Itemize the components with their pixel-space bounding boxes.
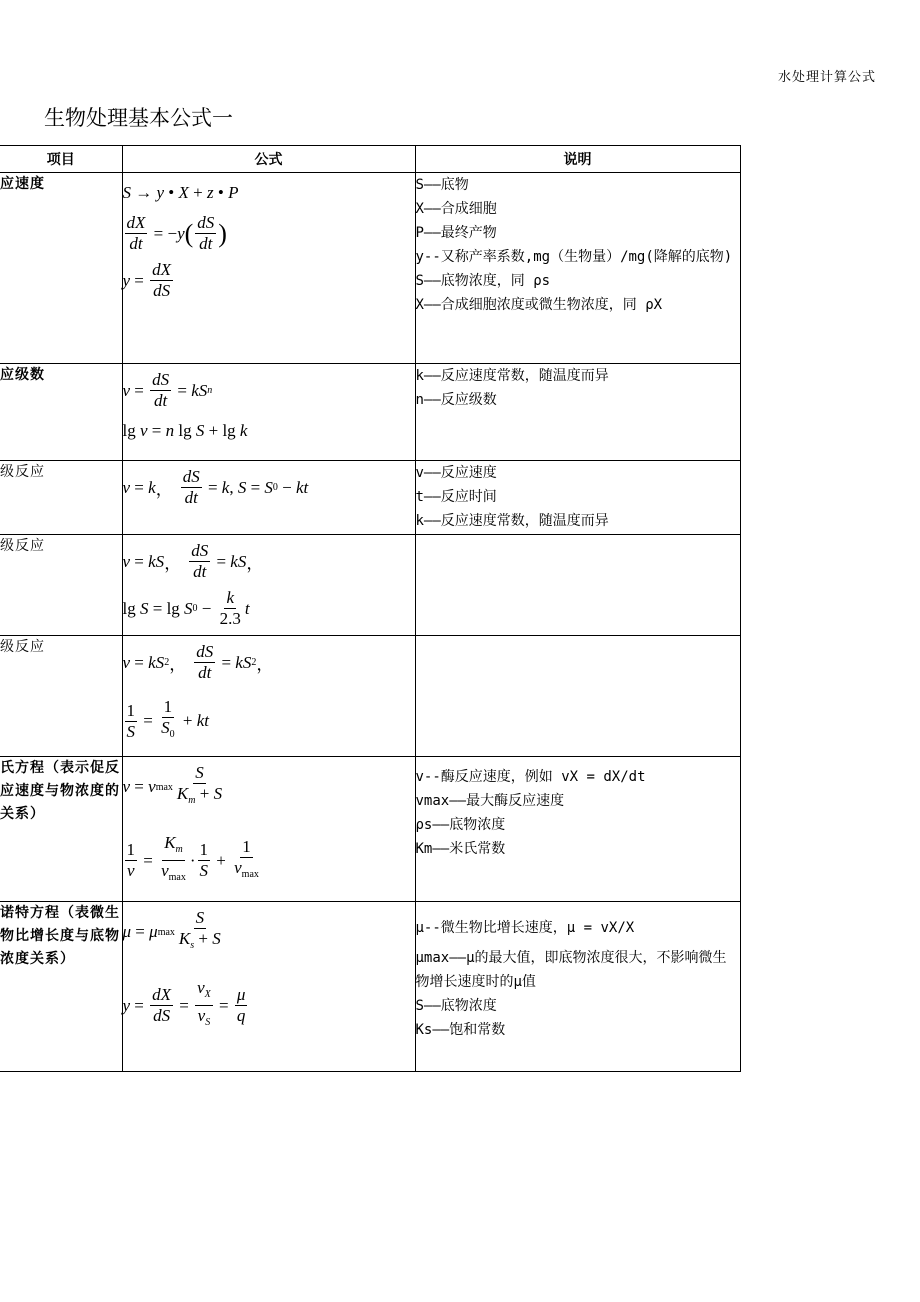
description-line: y--又称产率系数,mg（生物量）/mg(降解的底物) [415,249,733,265]
formula-line: lg S = lg S 0 − $\frac{k}{2.3}$ t [122,588,250,628]
description-line: S——底物 [415,177,469,193]
item-cell: 应速度 [0,173,122,364]
formula-cell [122,461,415,535]
description-cell [415,364,740,461]
description-line: P——最终产物 [415,225,497,241]
description-line: ρs——底物浓度 [415,817,506,833]
item-cell: 级反应 [0,535,122,636]
formula-line: $\frac{1}{v}$ = $\frac{K_m}{v_{max}}$ · $\frac{1}{S}$ + $\frac{1}{v_{max}}$ [126,833,259,883]
description-cell [415,461,740,535]
item-cell: 级反应 [0,636,122,757]
description-line: X——合成细胞 [415,201,497,217]
formula-line: y = $\frac{dX}{dS}$ = $\frac{v_X}{v_S}$ = $\frac{\mu}{q}$ [122,978,246,1028]
formula-line: v = $\frac{dS}{dt}$ = kS n [122,370,213,410]
formula-line: lg v = n lg S + lg k [122,421,248,440]
item-cell: 氏方程（表示促反应速度与物浓度的关系） [0,757,122,902]
formula-line: v = kS ， $\frac{dS}{dt}$ = kS ， [122,541,264,581]
description-cell [415,757,740,902]
description-line: μmax——μ的最大值，即底物浓度很大，不影响微生物增长速度时的μ值 [415,950,727,990]
formula-cell [122,636,415,757]
document-title: 生物处理基本公式一 [44,106,233,130]
table-row [0,364,740,461]
formula-cell [122,173,415,364]
description-cell [415,636,740,757]
description-line: Ks——饱和常数 [415,1022,506,1038]
table-row [0,461,740,535]
description-line: v--酶反应速度，例如 vX = dX/dt [415,769,646,785]
description-line: μ--微生物比增长速度，μ = vX/X [415,920,635,936]
header-formula: 公式 [122,146,415,173]
table-row [0,535,740,636]
description-line: S——底物浓度 [415,998,497,1014]
table-row [0,902,740,1072]
description-line: Km——米氏常数 [415,841,506,857]
formula-line: $\frac{1}{S}$ = $\frac{1}{S_0}$ + kt [126,697,209,741]
item-cell: 诺特方程（表微生物比增长度与底物浓度关系） [0,902,122,1072]
item-cell: 应级数 [0,364,122,461]
description-line: k——反应速度常数，随温度而异 [415,368,609,384]
formula-cell [122,757,415,902]
formula-line: μ = μ max $\frac{S}{K_s + S}$ [122,908,221,951]
table-row [0,636,740,757]
description-cell [415,535,740,636]
header-item: 项目 [0,146,122,173]
formula-table [0,145,741,1072]
description-line: vmax——最大酶反应速度 [415,793,565,809]
description-line: n——反应级数 [415,392,497,408]
header-description: 说明 [415,146,740,173]
formula-line: v = kS 2 ， $\frac{dS}{dt}$ = kS 2 ， [122,642,274,682]
page-header-label: 水处理计算公式 [777,70,876,85]
description-cell [415,173,740,364]
table-row [0,757,740,902]
description-cell [415,902,740,1072]
description-line: v——反应速度 [415,465,497,481]
description-line: X——合成细胞浓度或微生物浓度，同 ρX [415,297,663,313]
table-header-row [0,146,740,173]
formula-line: y = $\frac{dX}{dS}$ [122,260,172,300]
formula-cell [122,535,415,636]
formula-cell [122,364,415,461]
description-line: t——反应时间 [415,489,497,505]
table-row [0,173,740,364]
formula-line: S → y • X + z • P [122,183,239,202]
description-line: k——反应速度常数，随温度而异 [415,513,609,529]
item-cell: 级反应 [0,461,122,535]
formula-line: v = v max $\frac{S}{K_m + S}$ [122,763,223,806]
formula-line: v = k ， $\frac{dS}{dt}$ = k , S = S 0 − kt [122,467,309,507]
formula-cell [122,902,415,1072]
formula-line: $\frac{dX}{dt}$ = − y ( $\frac{dS}{dt}$ ) [126,213,227,253]
description-line: S——底物浓度，同 ρs [415,273,551,289]
